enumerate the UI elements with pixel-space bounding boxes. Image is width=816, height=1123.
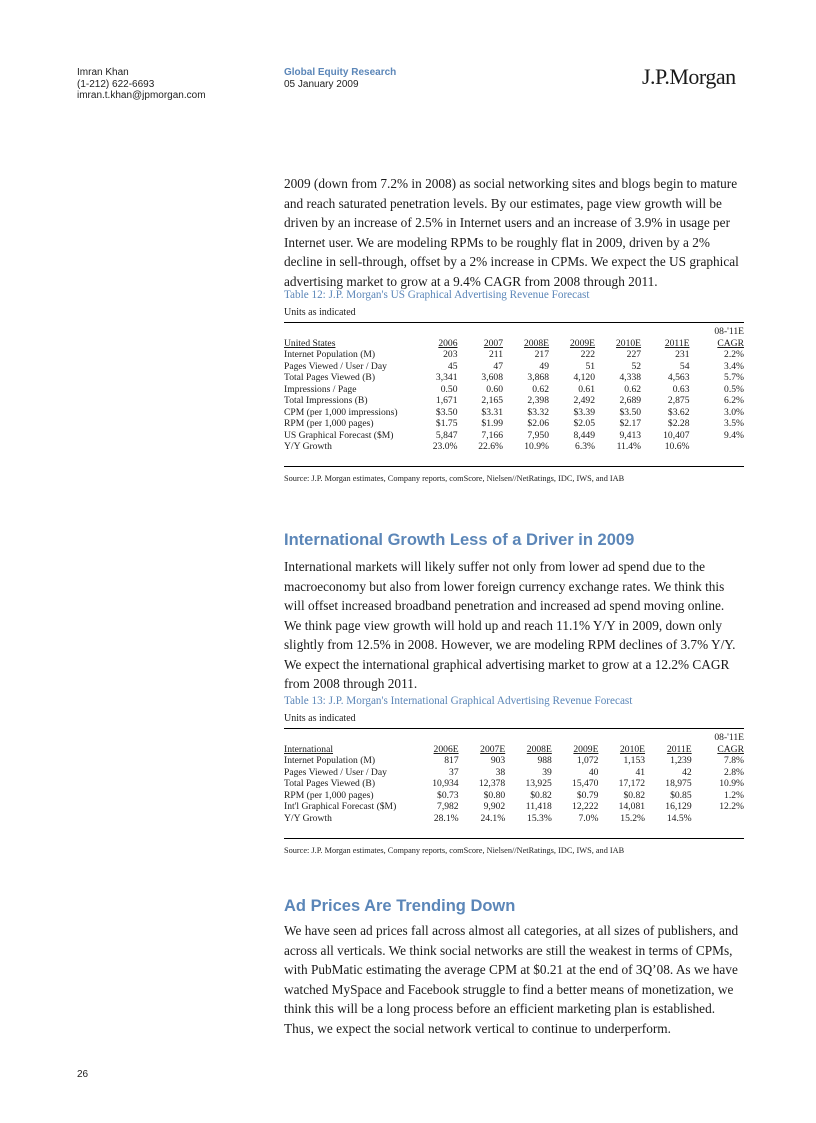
value-cell: 4,120 xyxy=(573,372,596,383)
row-label-cell: Pages Viewed / User / Day xyxy=(284,766,387,778)
value-cell: 10.9% xyxy=(524,441,550,452)
row-label-cell: Pages Viewed / User / Day xyxy=(284,360,387,372)
value-cell: 45 xyxy=(447,360,458,372)
row-label-cell: Y/Y Growth xyxy=(284,812,332,824)
table13-units: Units as indicated xyxy=(284,713,356,724)
value-cell: 231 xyxy=(675,349,690,360)
value-cell: 8,449 xyxy=(573,429,596,441)
table13-top-rule xyxy=(284,728,744,729)
value-cell: 39 xyxy=(542,766,552,778)
table13-cagr-top: 08-'11E xyxy=(714,732,744,743)
cagr-cell: 5.7% xyxy=(724,372,744,383)
cagr-cell: 10.9% xyxy=(719,778,744,789)
value-cell: 1,239 xyxy=(670,755,692,766)
value-cell: $3.50 xyxy=(619,406,642,418)
value-cell: 3,868 xyxy=(527,372,550,383)
cagr-cell: 0.5% xyxy=(724,383,744,395)
cagr-cell: 2.2% xyxy=(724,349,744,360)
value-cell: $0.85 xyxy=(670,789,692,801)
value-cell: 9,902 xyxy=(483,801,506,812)
value-cell: 24.1% xyxy=(480,812,506,824)
value-cell: 47 xyxy=(493,360,503,372)
value-cell: 0.62 xyxy=(624,383,642,395)
cagr-cell: 3.0% xyxy=(724,406,744,418)
table13-bottom-rule xyxy=(284,838,744,839)
table13-caption: Table 13: J.P. Morgan's International Graphical Advertising Revenue Forecast xyxy=(284,695,633,707)
row-label-cell: US Graphical Forecast ($M) xyxy=(284,429,394,441)
value-cell: 38 xyxy=(495,766,506,778)
table-row xyxy=(284,384,744,396)
value-cell: 49 xyxy=(539,360,550,372)
value-cell: $0.82 xyxy=(530,789,552,801)
value-cell: 988 xyxy=(537,755,552,766)
table-row xyxy=(284,349,744,361)
value-cell: 227 xyxy=(626,349,642,360)
value-cell: 18,975 xyxy=(665,778,692,789)
value-cell: 1,153 xyxy=(623,755,646,766)
value-cell: 12,378 xyxy=(478,778,506,789)
table12-units: Units as indicated xyxy=(284,307,356,318)
intro-paragraph: 2009 (down from 7.2% in 2008) as social networking sites and blogs begin to mature and reach saturated penetration levels. By our estimates, page view growth will be driven by an increase of 2.5% in Internet users and an increase of 3.9% in usage per Internet user. We are modeling RPMs to be roughly flat in 2009, driven by a 2% decline in sell-through, offset by a 2% increase in CPMs. We expect the US graphical advertising market to grow at a 9.4% CAGR from 2008 through 2011. xyxy=(284,176,739,289)
value-cell: 0.63 xyxy=(672,383,690,395)
table-header-cell: 2011E xyxy=(666,743,692,755)
value-cell: $1.75 xyxy=(435,418,458,429)
ad-prices-paragraph: We have seen ad prices fall across almost all categories, at all sizes of publishers, and across all verticals. We think social networks are still the weakest in terms of CPMs, with PubMatic estimating the average CPM at $0.21 at the end of 3Q’08. As we have watched MySpace and Facebook struggle to find a better means of monetization, we think this will be a long process before an efficient marketing plan is established. Thus, we expect the social network vertical to continue to underperform. xyxy=(284,923,739,1036)
value-cell: 203 xyxy=(443,349,458,360)
author-name: Imran Khan xyxy=(77,67,129,78)
value-cell: 2,689 xyxy=(619,395,642,406)
table-row xyxy=(284,755,744,767)
cagr-cell: 3.5% xyxy=(724,418,744,429)
row-label-cell: Total Impressions (B) xyxy=(284,395,368,406)
value-cell: 14,081 xyxy=(618,801,646,812)
value-cell: 903 xyxy=(490,755,506,766)
table-header-cell: 2007E xyxy=(480,743,506,755)
table-header-cell: 2008E xyxy=(523,337,550,349)
table-header-cell: 2011E xyxy=(664,337,690,349)
table12-top-rule xyxy=(284,322,744,323)
author-block xyxy=(77,67,206,102)
value-cell: 17,172 xyxy=(618,778,646,789)
cagr-cell: 1.2% xyxy=(724,789,744,801)
table-row xyxy=(284,407,744,419)
value-cell: $2.05 xyxy=(573,418,596,429)
value-cell: $2.28 xyxy=(667,418,690,429)
table-row xyxy=(284,767,744,779)
value-cell: $3.39 xyxy=(573,406,596,418)
value-cell: 2,165 xyxy=(481,395,503,406)
table-header-cell: 2008E xyxy=(526,743,552,755)
value-cell: 0.61 xyxy=(578,383,596,395)
table12-cagr-top-row xyxy=(284,326,744,338)
table-header-cell: 2006E xyxy=(433,743,459,755)
table13 xyxy=(284,732,744,824)
value-cell: 41 xyxy=(635,766,646,778)
table-row xyxy=(284,813,744,825)
author-email[interactable]: imran.t.khan@jpmorgan.com xyxy=(77,90,206,101)
table-header-cell: 2006 xyxy=(438,337,458,349)
row-label-cell: Y/Y Growth xyxy=(284,441,332,452)
value-cell: $0.82 xyxy=(623,789,646,801)
table-header-cell: CAGR xyxy=(717,743,744,755)
table13-cagr-top-row xyxy=(284,732,744,744)
value-cell: 14.5% xyxy=(666,812,692,824)
value-cell: 10,934 xyxy=(432,778,459,789)
table13-source: Source: J.P. Morgan estimates, Company reports, comScore, Nielsen//NetRatings, IDC, IWS, and IAB xyxy=(284,846,625,855)
value-cell: 42 xyxy=(682,766,692,778)
value-cell: 211 xyxy=(488,349,503,360)
value-cell: 12,222 xyxy=(572,801,599,812)
table-row xyxy=(284,361,744,373)
international-paragraph: International markets will likely suffer not only from lower ad spend due to the macroeconomy but also from lower foreign currency exchange rates. We think this will offset increased broadband penetration and increased ad spend moving online. We think page view growth will hold up and reach 11.1% Y/Y in 2009, down only slightly from 12.5% in 2008. However, we are modeling RPM declines of 3.7% Y/Y. We expect the international graphical advertising market to grow at a 12.2% CAGR from 2008 through 2011. xyxy=(284,559,736,691)
table-row xyxy=(284,801,744,813)
table12-source: Source: J.P. Morgan estimates, Company reports, comScore, Nielsen//NetRatings, IDC, IWS, and IAB xyxy=(284,474,625,483)
table-header-cell: International xyxy=(284,743,334,755)
section-heading-international: International Growth Less of a Driver in 2009 xyxy=(284,531,635,549)
value-cell: $3.31 xyxy=(481,406,503,418)
value-cell: $0.79 xyxy=(576,789,599,801)
page-number: 26 xyxy=(77,1069,89,1080)
row-label-cell: Impressions / Page xyxy=(284,383,357,395)
value-cell: 1,671 xyxy=(435,395,458,406)
value-cell: 7,982 xyxy=(437,801,459,812)
value-cell: 1,072 xyxy=(576,755,599,766)
value-cell: 4,338 xyxy=(619,372,642,383)
cagr-cell: 12.2% xyxy=(719,801,744,812)
value-cell: 3,341 xyxy=(435,372,458,383)
row-label-cell: Internet Population (M) xyxy=(284,755,376,766)
value-cell: 3,608 xyxy=(481,372,503,383)
row-label-cell: CPM (per 1,000 impressions) xyxy=(284,406,398,418)
value-cell: 817 xyxy=(444,755,459,766)
value-cell: 0.60 xyxy=(486,383,503,395)
table13-header-row xyxy=(284,744,744,756)
value-cell: 51 xyxy=(585,360,596,372)
value-cell: $3.50 xyxy=(435,406,458,418)
value-cell: 52 xyxy=(631,360,642,372)
report-date: 05 January 2009 xyxy=(284,78,359,90)
value-cell: 54 xyxy=(679,360,690,372)
cagr-cell: 2.8% xyxy=(724,766,744,778)
value-cell: 40 xyxy=(588,766,599,778)
table-header-cell: United States xyxy=(284,337,336,349)
row-label-cell: Internet Population (M) xyxy=(284,349,376,360)
value-cell: 2,875 xyxy=(667,395,690,406)
table-header-cell: 2010E xyxy=(619,743,646,755)
table12-cagr-top: 08-'11E xyxy=(714,326,744,337)
table12-bottom-rule xyxy=(284,466,744,467)
table-row xyxy=(284,778,744,790)
table-row xyxy=(284,430,744,442)
row-label-cell: Int'l Graphical Forecast ($M) xyxy=(284,801,397,812)
value-cell: 16,129 xyxy=(665,801,692,812)
table-row xyxy=(284,418,744,430)
cagr-cell xyxy=(690,441,744,453)
value-cell: 22.6% xyxy=(478,441,503,452)
row-label-cell: RPM (per 1,000 pages) xyxy=(284,418,374,429)
value-cell: 10,407 xyxy=(663,429,690,441)
table-row xyxy=(284,372,744,384)
table12-body xyxy=(284,349,744,453)
value-cell: 10.6% xyxy=(664,441,690,452)
value-cell: $2.17 xyxy=(619,418,642,429)
value-cell: $3.62 xyxy=(667,406,690,418)
value-cell: 2,492 xyxy=(573,395,596,406)
table12-caption: Table 12: J.P. Morgan's US Graphical Advertising Revenue Forecast xyxy=(284,289,590,301)
table-header-cell: 2009E xyxy=(569,337,596,349)
table-header-cell: CAGR xyxy=(717,337,744,349)
value-cell: 0.50 xyxy=(440,383,458,395)
table-header-cell: 2007 xyxy=(483,337,503,349)
value-cell: 5,847 xyxy=(435,429,458,441)
table-header-cell: 2010E xyxy=(615,337,642,349)
row-label-cell: Total Pages Viewed (B) xyxy=(284,372,376,383)
row-label-cell: Total Pages Viewed (B) xyxy=(284,778,376,789)
cagr-cell: 7.8% xyxy=(724,755,744,766)
cagr-cell: 3.4% xyxy=(724,360,744,372)
value-cell: $2.06 xyxy=(527,418,550,429)
table12-header-row xyxy=(284,338,744,350)
value-cell: $3.32 xyxy=(527,406,550,418)
value-cell: 28.1% xyxy=(433,812,459,824)
cagr-cell xyxy=(692,813,744,825)
table-row xyxy=(284,441,744,453)
value-cell: 0.62 xyxy=(532,383,550,395)
value-cell: 23.0% xyxy=(432,441,458,452)
cagr-cell: 6.2% xyxy=(724,395,744,406)
value-cell: $0.73 xyxy=(437,789,459,801)
value-cell: 6.3% xyxy=(575,441,596,452)
value-cell: $0.80 xyxy=(483,789,506,801)
value-cell: 7,166 xyxy=(481,429,503,441)
value-cell: 37 xyxy=(449,766,459,778)
table-row xyxy=(284,790,744,802)
jpmorgan-logo: J.P.Morgan xyxy=(642,64,736,89)
table-header-cell: 2009E xyxy=(573,743,599,755)
value-cell: 2,398 xyxy=(527,395,550,406)
value-cell: $1.99 xyxy=(481,418,503,429)
value-cell: 15.3% xyxy=(527,812,552,824)
table12 xyxy=(284,326,744,453)
value-cell: 11,418 xyxy=(525,801,552,812)
value-cell: 7,950 xyxy=(527,429,550,441)
value-cell: 13,925 xyxy=(525,778,552,789)
value-cell: 15,470 xyxy=(572,778,599,789)
report-info xyxy=(284,67,396,90)
value-cell: 15.2% xyxy=(620,812,646,824)
value-cell: 11.4% xyxy=(616,441,642,452)
section-heading-ad-prices: Ad Prices Are Trending Down xyxy=(284,897,516,915)
value-cell: 7.0% xyxy=(578,812,599,824)
value-cell: 4,563 xyxy=(667,372,690,383)
value-cell: 222 xyxy=(580,349,596,360)
value-cell: 9,413 xyxy=(619,429,642,441)
table13-body xyxy=(284,755,744,824)
author-phone: (1-212) 622-6693 xyxy=(77,78,155,90)
value-cell: 217 xyxy=(534,349,550,360)
cagr-cell: 9.4% xyxy=(724,429,744,441)
table-row xyxy=(284,395,744,407)
report-section: Global Equity Research xyxy=(284,67,397,78)
row-label-cell: RPM (per 1,000 pages) xyxy=(284,789,374,801)
